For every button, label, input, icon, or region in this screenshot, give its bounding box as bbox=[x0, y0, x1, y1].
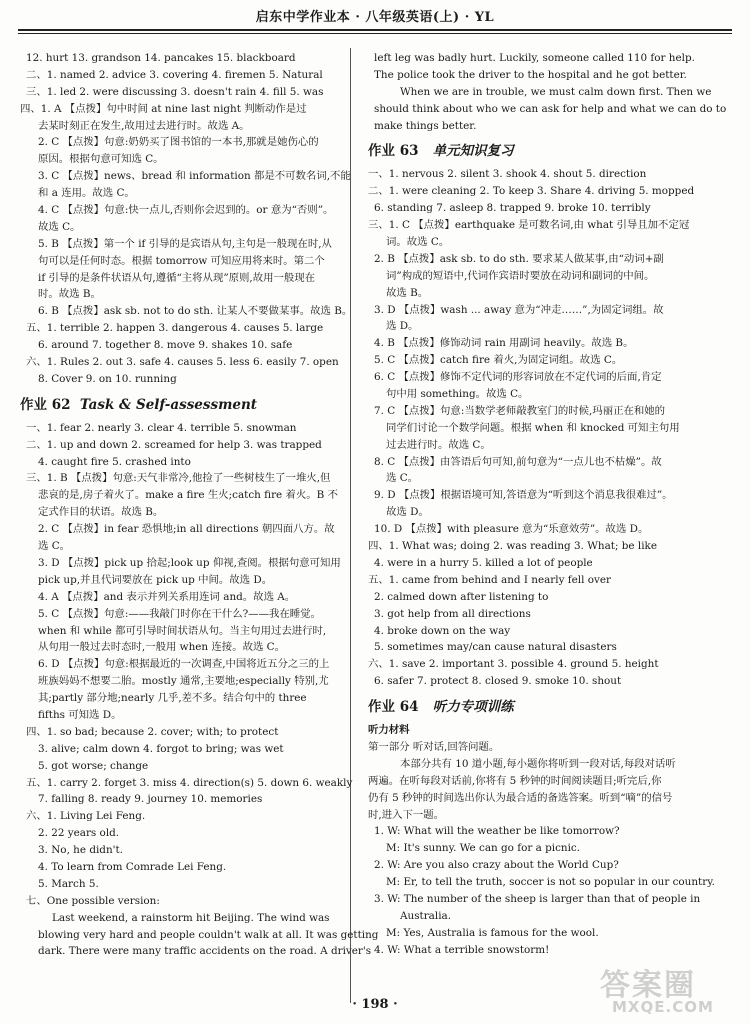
answer-line: 6. C 【点拨】修饰不定代词的形容词放在不定代词的后面,肯定 bbox=[374, 371, 662, 384]
section-63-label: 作业 63 bbox=[368, 143, 419, 160]
answer-line: 三、1. C 【点拨】earthquake 是可数名词,由 what 引导且加不定冠 bbox=[368, 219, 690, 232]
answer-line: should think about who we can ask for help and what we can do to bbox=[374, 102, 727, 115]
page-header bbox=[0, 0, 750, 40]
left-column bbox=[20, 50, 379, 960]
answer-block-61 bbox=[20, 50, 353, 388]
header-rule-thin bbox=[18, 33, 732, 34]
answer-line: 12. hurt 13. grandson 14. pancakes 15. blackboard bbox=[26, 52, 296, 64]
answer-line: 故选 C。 bbox=[38, 220, 81, 233]
page-number: · 198 · bbox=[352, 997, 398, 1012]
answer-line: 仍有 5 秒钟的时间选出你认为最合适的备选答案。听到“嘀”的信号 bbox=[368, 791, 673, 804]
answer-line: 本部分共有 10 道小题,每小题你将听到一段对话,每段对话听 bbox=[400, 757, 676, 770]
answer-line: 7. C 【点拨】句意:当数学老师敲教室门的时候,玛丽正在和她的 bbox=[374, 404, 666, 417]
answer-line: 2. W: Are you also crazy about the World Cup? bbox=[374, 859, 619, 872]
section-62-label: 作业 62 bbox=[20, 396, 71, 413]
answer-line: 句可以是任何时态。根据 tomorrow 可知应用将来时。第二个 bbox=[38, 254, 325, 267]
answer-line: 5. got worse; change bbox=[38, 759, 149, 772]
answer-line: 2. calmed down after listening to bbox=[374, 590, 549, 603]
answer-line: 6. D 【点拨】句意:根据最近的一次调查,中国将近五分之三的上 bbox=[38, 658, 330, 671]
answer-line: 选 C。 bbox=[38, 540, 71, 553]
answer-line: 7. falling 8. ready 9. journey 10. memories bbox=[38, 793, 263, 806]
answer-line: 4. W: What a terrible snowstorm! bbox=[374, 943, 550, 956]
answer-line: 选 C。 bbox=[386, 472, 419, 485]
answer-line: 6. B 【点拨】ask sb. not to do sth. 让某人不要做某事。故选 B。 bbox=[38, 305, 353, 318]
answer-line: M: Er, to tell the truth, soccer is not so popular in our country. bbox=[386, 876, 715, 889]
answer-line: make things better. bbox=[374, 119, 477, 132]
answer-line: 六、1. Rules 2. out 3. safe 4. causes 5. less 6. easily 7. open bbox=[26, 356, 339, 369]
answer-line: 五、1. terrible 2. happen 3. dangerous 4. causes 5. large bbox=[26, 322, 324, 335]
answer-line: 3. got help from all directions bbox=[374, 607, 531, 620]
answer-line: 二、1. up and down 2. screamed for help 3. was trapped bbox=[26, 438, 322, 451]
answer-line: 四、1. What was; doing 2. was reading 3. What; be like bbox=[368, 540, 657, 553]
answer-line: if 引导的是条件状语从句,遵循“主将从现”原则,故用一般现在 bbox=[38, 271, 316, 284]
column-divider bbox=[350, 48, 351, 1003]
answer-line: 四、1. so bad; because 2. cover; with; to protect bbox=[26, 725, 279, 738]
answer-line: Australia. bbox=[400, 909, 452, 922]
right-column bbox=[368, 50, 727, 959]
answer-line: 1. W: What will the weather be like tomorrow? bbox=[374, 825, 620, 838]
answer-line: 4. C 【点拨】句意:快一点儿,否则你会迟到的。or 意为“否则”。 bbox=[38, 204, 334, 217]
answer-line: 词”构成的短语中,代词作宾语时要放在动词和副词的中间。 bbox=[386, 269, 655, 282]
answer-line: 同学们讨论一个数学问题。根据 when 和 knocked 可知主句用 bbox=[386, 421, 680, 434]
listening-material bbox=[368, 722, 715, 958]
answer-line: 8. C 【点拨】由答语后句可知,前句意为“一点儿也不枯燥”。故 bbox=[374, 455, 662, 468]
watermark-url: MXQE.COM bbox=[612, 998, 714, 1016]
answer-line: 2. 22 years old. bbox=[38, 827, 120, 840]
answer-line: 3. alive; calm down 4. forgot to bring; was wet bbox=[38, 742, 284, 755]
answer-line: 2. C 【点拨】句意:奶奶买了图书馆的一本书,那就是她伤心的 bbox=[38, 136, 319, 149]
answer-line: 七、One possible version: bbox=[26, 894, 160, 907]
answer-line: 三、1. B 【点拨】句意:天气非常冷,他捡了一些树枝生了一堆火,但 bbox=[26, 472, 331, 485]
watermark-text: 答案圈 bbox=[600, 968, 696, 1003]
answer-line: 5. C 【点拨】catch fire 着火,为固定词组。故选 C。 bbox=[374, 354, 623, 367]
answer-line: 6. around 7. together 8. move 9. shakes 10. safe bbox=[38, 339, 293, 352]
answer-line: fifths 可知选 D。 bbox=[38, 708, 122, 721]
answer-line: 定式作目的状语。故选 B。 bbox=[38, 506, 164, 519]
section-64-label: 作业 64 bbox=[368, 699, 419, 716]
answer-line: 原因。根据句意可知选 C。 bbox=[38, 153, 164, 166]
answer-line: 4. were in a hurry 5. killed a lot of people bbox=[374, 556, 593, 569]
answer-line: 4. caught fire 5. crashed into bbox=[38, 455, 191, 468]
answer-line: left leg was badly hurt. Luckily, someone called 110 for help. bbox=[374, 52, 695, 64]
watermark-logo bbox=[590, 960, 740, 1020]
answer-line: 故选 B。 bbox=[386, 286, 429, 299]
answer-line: 5. March 5. bbox=[38, 877, 99, 890]
section-heading-63 bbox=[368, 136, 680, 166]
answer-line: 选 D。 bbox=[386, 320, 419, 333]
answer-line: 3. D 【点拨】wash ... away 意为“冲走……”,为固定词组。故 bbox=[374, 303, 664, 316]
answer-block-62 bbox=[20, 420, 379, 961]
section-heading-64 bbox=[368, 692, 680, 722]
section-62-title: Task & Self-assessment bbox=[79, 396, 258, 413]
answer-line: 二、1. named 2. advice 3. covering 4. firemen 5. Natural bbox=[26, 68, 323, 81]
answer-line: M: Yes, Australia is famous for the wool. bbox=[386, 926, 599, 939]
answer-line: 听力材料 bbox=[368, 724, 410, 737]
answer-line: 3. C 【点拨】news、bread 和 information 都是不可数名词,不能 bbox=[38, 170, 351, 183]
answer-line: when 和 while 都可引导时间状语从句。当主句用过去进行时, bbox=[38, 624, 327, 637]
answer-line: 第一部分 听对话,回答问题。 bbox=[368, 740, 500, 753]
answer-line: 一、1. nervous 2. silent 3. shook 4. shout 5. direction bbox=[368, 168, 647, 181]
answer-line: 时,进入下一题。 bbox=[368, 808, 445, 821]
answer-line: 4. A 【点拨】and 表示并列关系用连词 and。故选 A。 bbox=[38, 590, 296, 603]
answer-line: 4. B 【点拨】修饰动词 rain 用副词 heavily。故选 B。 bbox=[374, 337, 634, 350]
answer-line: 8. Cover 9. on 10. running bbox=[38, 372, 177, 385]
essay-continuation bbox=[368, 50, 727, 134]
answer-line: 5. sometimes may/can cause natural disasters bbox=[374, 641, 617, 654]
answer-line: 2. C 【点拨】in fear 恐惧地;in all directions 朝四面八方。故 bbox=[38, 523, 335, 536]
answer-line: 两遍。在听每段对话前,你将有 5 秒钟的时间阅读题目;听完后,你 bbox=[368, 774, 662, 787]
answer-line: blowing very hard and people couldn't walk at all. It was getting bbox=[38, 928, 379, 941]
answer-line: 6. standing 7. asleep 8. trapped 9. broke 10. terribly bbox=[374, 202, 651, 215]
answer-block-63 bbox=[368, 166, 695, 690]
section-heading-62 bbox=[20, 390, 340, 420]
answer-line: 其;partly 部分地;nearly 几乎,差不多。结合句中的 three bbox=[38, 692, 307, 705]
answer-line: 和 a 连用。故选 C。 bbox=[38, 187, 135, 200]
answer-line: Last weekend, a rainstorm hit Beijing. The wind was bbox=[52, 911, 330, 924]
answer-line: 6. safer 7. protect 8. closed 9. smoke 10. shout bbox=[374, 675, 622, 688]
answer-line: 5. B 【点拨】第一个 if 引导的是宾语从句,主句是一般现在时,从 bbox=[38, 237, 332, 250]
answer-line: 3. W: The number of the sheep is larger than that of people in bbox=[374, 892, 701, 905]
answer-line: The police took the driver to the hospital and he got better. bbox=[374, 68, 687, 81]
answer-line: 时。故选 B。 bbox=[38, 288, 101, 301]
answer-line: 2. B 【点拨】ask sb. to do sth. 要求某人做某事,由“动词+副 bbox=[374, 252, 664, 265]
answer-line: 六、1. save 2. important 3. possible 4. ground 5. height bbox=[368, 658, 659, 671]
answer-line: 4. broke down on the way bbox=[374, 624, 511, 637]
answer-line: 一、1. fear 2. nearly 3. clear 4. terrible 5. snowman bbox=[26, 421, 297, 434]
answer-line: 班族妈妈不想要二胎。mostly 通常,主要地;especially 特别,尤 bbox=[38, 675, 329, 688]
answer-line: When we are in trouble, we must calm down first. Then we bbox=[400, 85, 712, 98]
answer-line: 从句用一般过去时态时,一般用 when 连接。故选 C。 bbox=[38, 641, 286, 654]
section-64-title: 听力专项训练 bbox=[432, 699, 514, 716]
answer-line: dark. There were many traffic accidents on the road. A driver's bbox=[38, 945, 372, 958]
answer-line: 词。故选 C。 bbox=[386, 236, 450, 249]
answer-line: 悲哀的是,房子着火了。make a fire 生火;catch fire 着火。B 不 bbox=[38, 489, 338, 502]
answer-line: 四、1. A 【点拨】句中时间 at nine last night 判断动作是过 bbox=[20, 102, 307, 115]
answer-line: 五、1. carry 2. forget 3. miss 4. direction(s) 5. down 6. weakly bbox=[26, 776, 353, 789]
answer-line: 9. D 【点拨】根据语境可知,答语意为“听到这个消息我很难过”。 bbox=[374, 489, 673, 502]
answer-line: 10. D 【点拨】with pleasure 意为“乐意效劳”。故选 D。 bbox=[374, 523, 649, 536]
header-title: 启东中学作业本 · 八年级英语(上) · YL bbox=[255, 10, 495, 25]
answer-line: M: It's sunny. We can go for a picnic. bbox=[386, 842, 581, 855]
answer-line: 去某时刻正在发生,故用过去进行时。故选 A。 bbox=[38, 119, 250, 132]
answer-line: 3. No, he didn't. bbox=[38, 844, 123, 857]
answer-line: 二、1. were cleaning 2. To keep 3. Share 4. driving 5. mopped bbox=[368, 185, 695, 198]
answer-line: pick up,并且代词要放在 pick up 中间。故选 D。 bbox=[38, 573, 273, 586]
answer-line: 4. To learn from Comrade Lei Feng. bbox=[38, 860, 227, 873]
section-63-title: 单元知识复习 bbox=[432, 143, 514, 160]
answer-line: 句中用 something。故选 C。 bbox=[386, 388, 529, 401]
answer-line: 三、1. led 2. were discussing 3. doesn't rain 4. fill 5. was bbox=[26, 85, 324, 98]
answer-line: 3. D 【点拨】pick up 拾起;look up 仰视,查阅。根据句意可知用 bbox=[38, 556, 341, 569]
answer-line: 六、1. Living Lei Feng. bbox=[26, 810, 146, 823]
answer-line: 过去进行时。故选 C。 bbox=[386, 438, 491, 451]
answer-line: 5. C 【点拨】句意:——我敲门时你在干什么?——我在睡觉。 bbox=[38, 607, 321, 620]
answer-line: 五、1. came from behind and I nearly fell over bbox=[368, 573, 611, 586]
answer-line: 故选 D。 bbox=[386, 506, 429, 519]
header-rule bbox=[18, 29, 732, 31]
